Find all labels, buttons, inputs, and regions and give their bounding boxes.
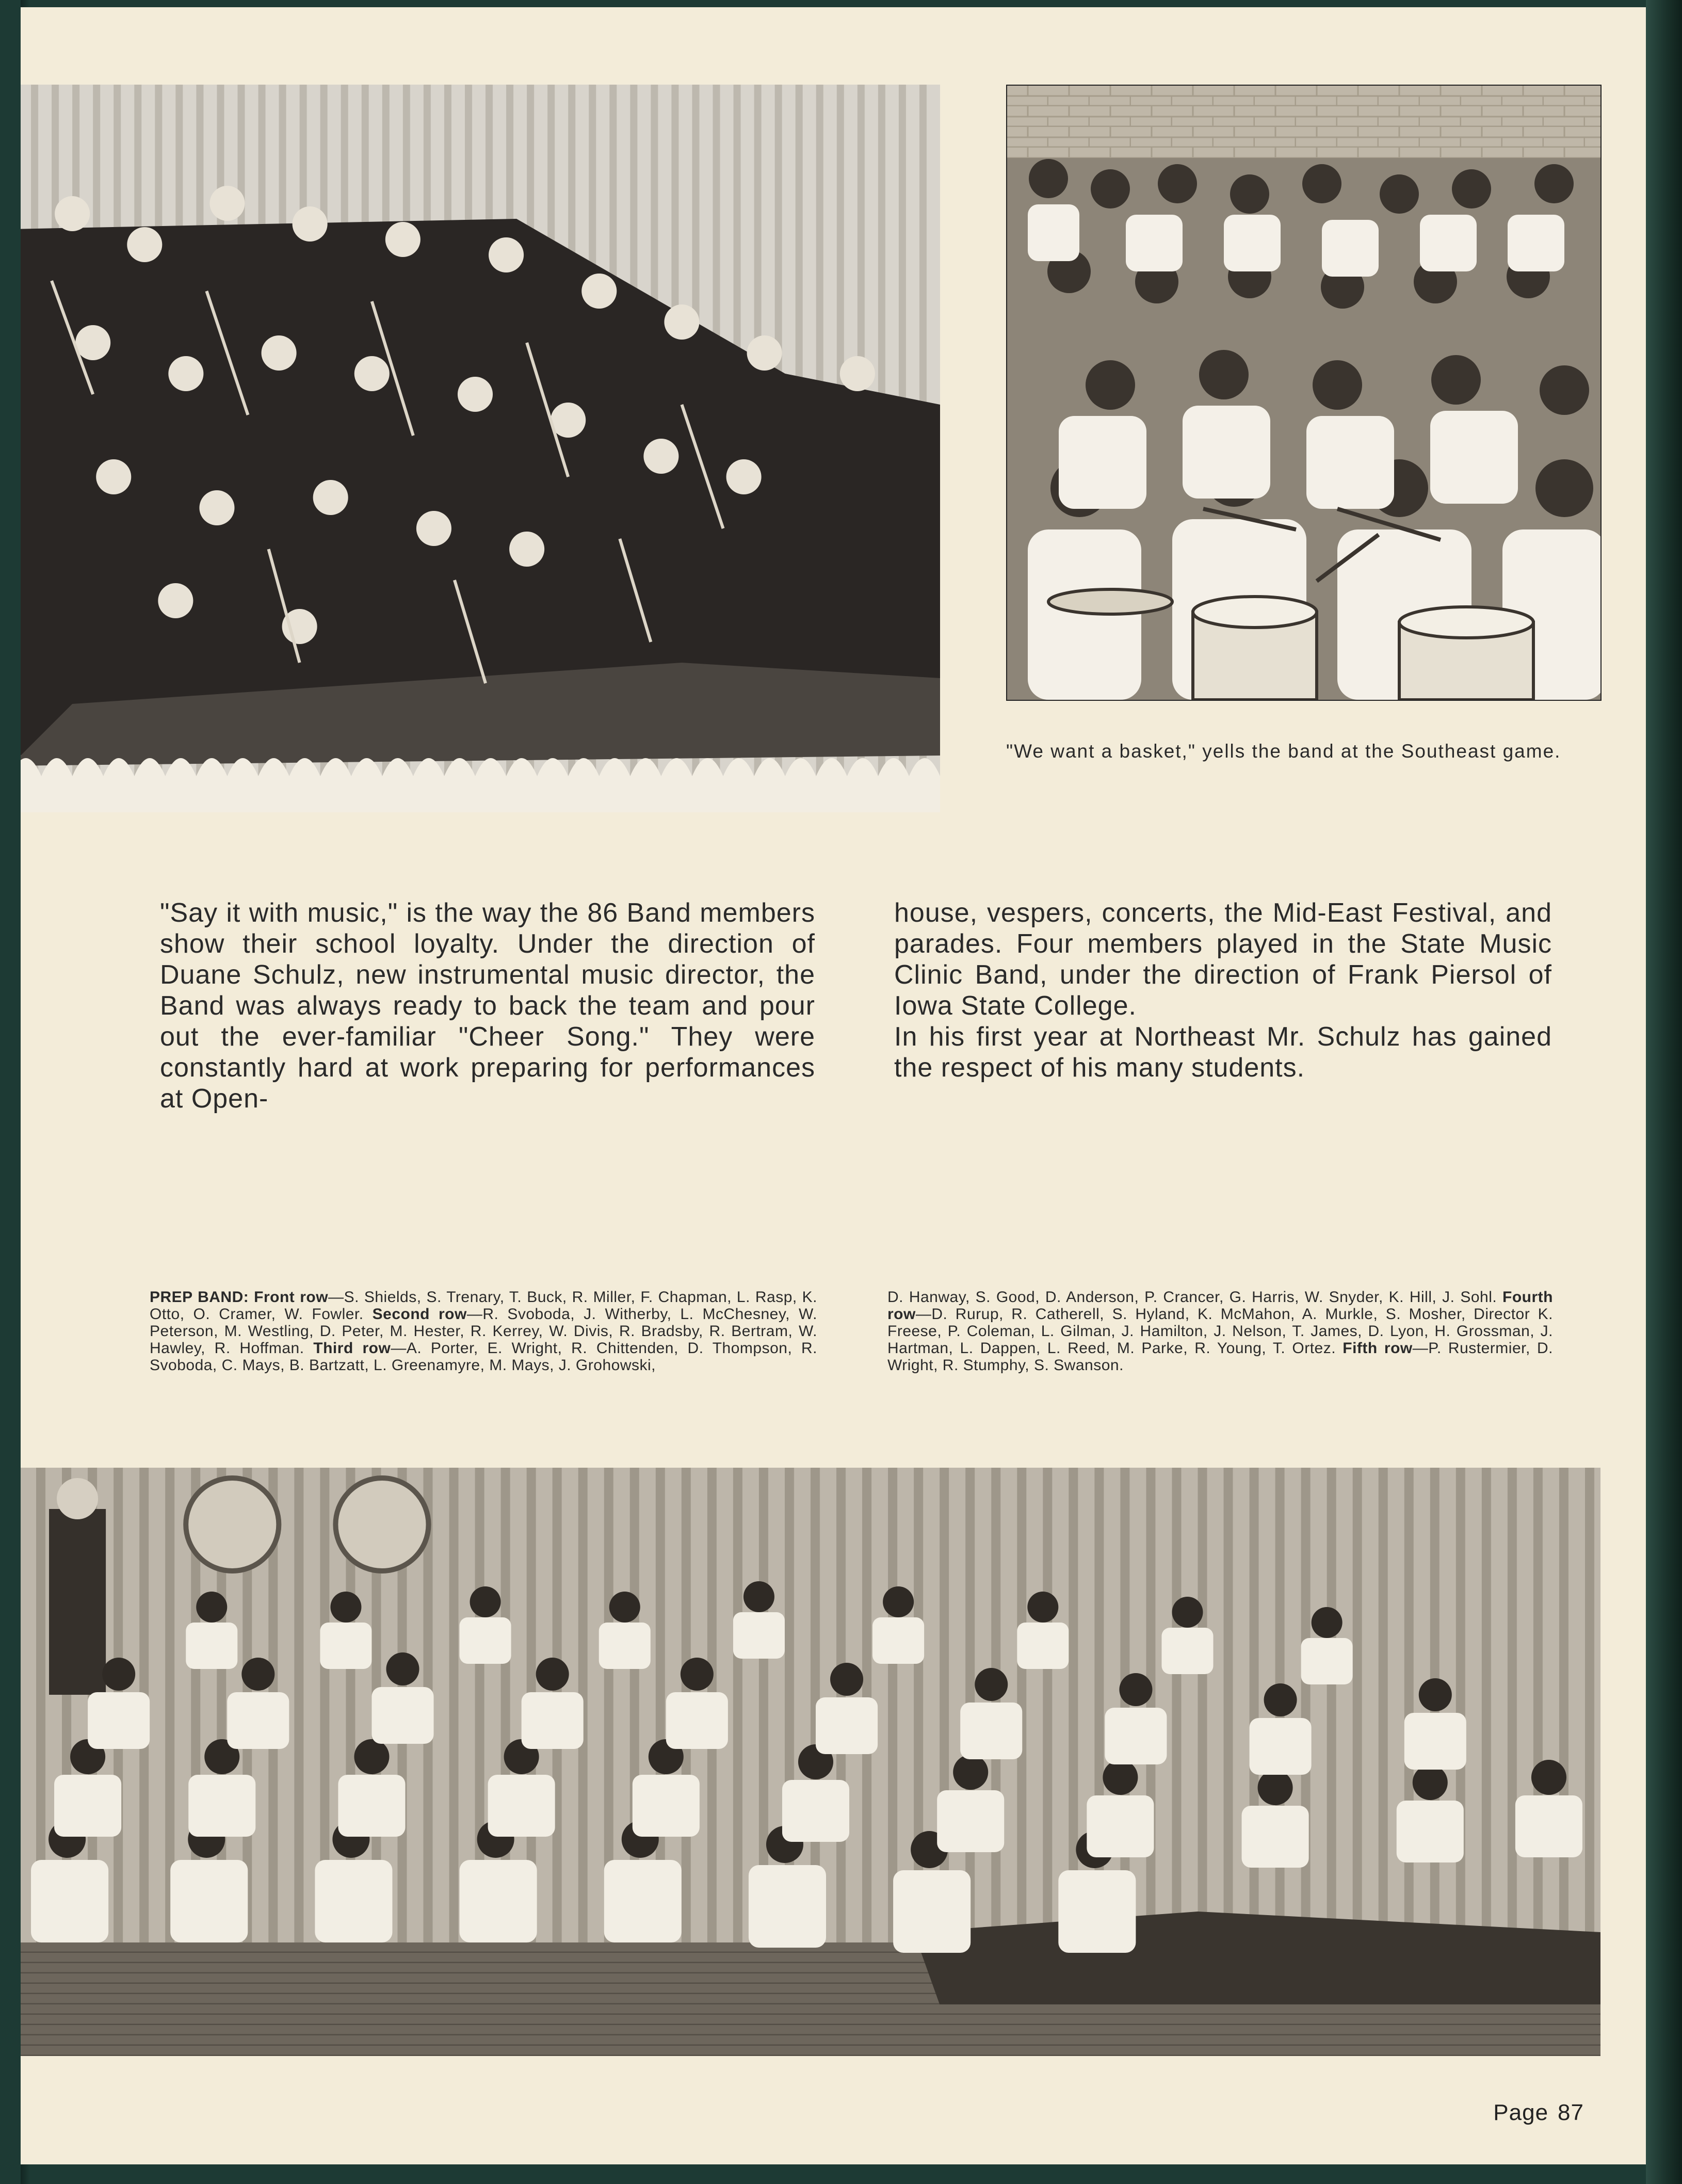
page-label: Page [1493, 2100, 1549, 2125]
photo-caption: "We want a basket," yells the band at the Southeast game. [1006, 741, 1561, 762]
page-number [1493, 2100, 1584, 2126]
article-column-right [894, 897, 1552, 1083]
book-spine [1646, 0, 1682, 2184]
roster-heading: PREP BAND: [150, 1289, 249, 1306]
yearbook-page [21, 7, 1646, 2164]
roster-row-label: Fourth row [887, 1289, 1553, 1323]
article-paragraph: In his first year at Northeast Mr. Schulz has gained the respect of his many students. [894, 1022, 1552, 1083]
roster-names: —D. Rurup, R. Catherell, S. Hyland, K. McMahon, A. Murkle, S. Mosher, Director K. Freese, P. Coleman, L. Gilman, J. Hamilton, J. Nelson, T. James, D. Lyon, H. Grossman, J. Hartman, L. Dappen, L. Reed, M. Parke, R. Young, T. Ortez. [887, 1306, 1553, 1357]
roster-names: —P. Rustermier, D. Wright, R. Stumphy, S. Swanson. [887, 1340, 1553, 1374]
roster-row-label: Fifth row [1343, 1340, 1413, 1357]
photo-band-cheering [1006, 85, 1602, 701]
roster-row-label: Second row [372, 1306, 467, 1323]
roster-names: —S. Shields, S. Trenary, T. Buck, R. Miller, F. Chapman, L. Rasp, K. Otto, O. Cramer, W. Fowler. [150, 1289, 817, 1323]
roster-row-label: Third row [313, 1340, 391, 1357]
photo-prep-band [21, 1468, 1600, 2056]
roster-column-right [887, 1289, 1553, 1374]
roster-names: D. Hanway, S. Good, D. Anderson, P. Crancer, G. Harris, W. Snyder, K. Hill, J. Sohl. [887, 1289, 1497, 1306]
article-column-left: "Say it with music," is the way the 86 Band members show their school loyalty. Under the direction of Duane Schulz, new instrumental music director, the Band was always ready to back the team and pour out the ever-familiar "Cheer Song." They were constantly hard at work preparing for performances at Open- [160, 898, 815, 1114]
roster-names: —A. Porter, E. Wright, R. Chittenden, D. Thompson, R. Svoboda, C. Mays, B. Bartzatt, L. Greenamyre, M. Mays, J. Grohowski, [150, 1340, 817, 1374]
page-number-value: 87 [1558, 2100, 1584, 2125]
roster-names: —R. Svoboda, J. Witherby, L. McChesney, W. Peterson, M. Westling, D. Peter, M. Hester, R. Kerrey, W. Divis, R. Bradsby, R. Bertram, W. Hawley, R. Hoffman. [150, 1306, 817, 1357]
article-paragraph: house, vespers, concerts, the Mid-East Festival, and parades. Four members played in the State Music Clinic Band, under the direction of Frank Piersol of Iowa State College. [894, 898, 1552, 1021]
roster-column-left [150, 1289, 817, 1374]
roster-row-label: Front row [254, 1289, 329, 1306]
photo-uniformed-band [21, 85, 940, 812]
